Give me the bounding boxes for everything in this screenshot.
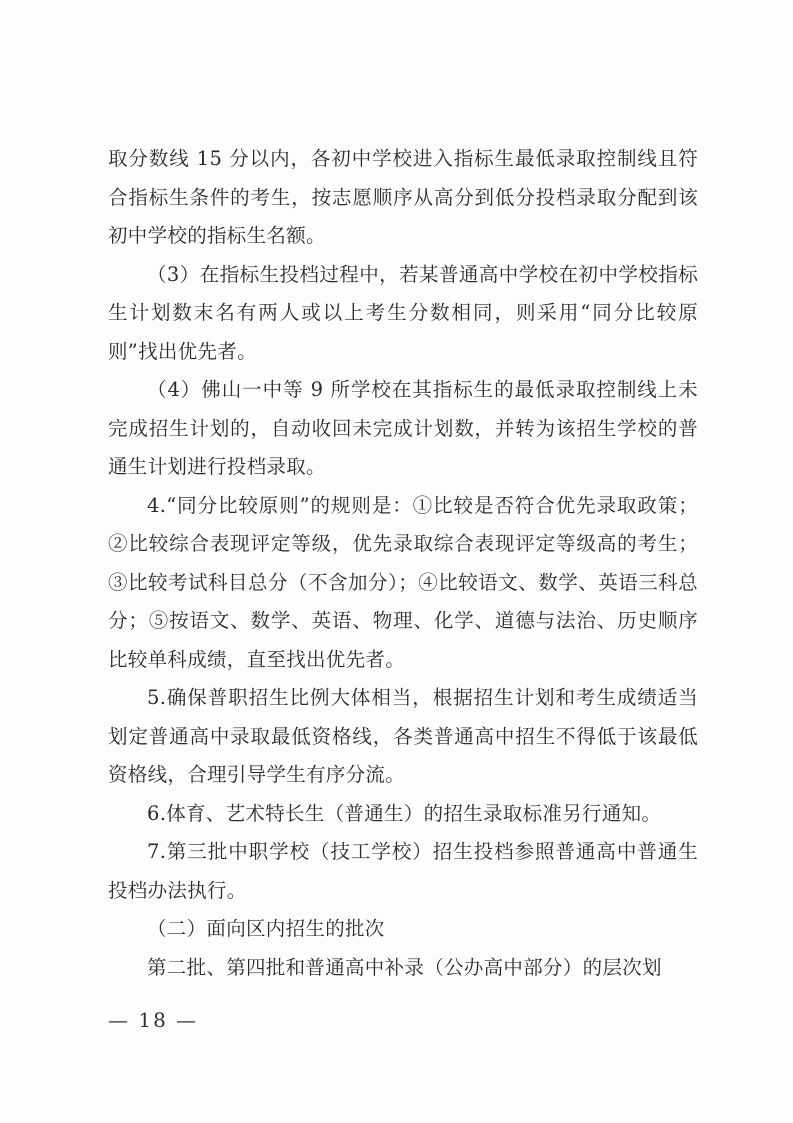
paragraph-batch-levels: 第二批、第四批和普通高中补录（公办高中部分）的层次划	[147, 955, 662, 979]
paragraph-tie-principle: 4.“同分比较原则”的规则是：①比较是否符合优先录取政策；②比较综合表现评定等级，优先录取综合表现评定等级高的考生；③比较考试科目总分（不含加分）；④比较语文、数学、英语三科总分；⑤按语文、数学、英语、物理、化学、道德与法治、历史顺序比较单科成绩，直至找出优先者。	[108, 493, 698, 671]
paragraph-quota-admission: 取分数线 15 分以内，各初中学校进入指标生最低录取控制线且符合指标生条件的考生，按志愿顺序从高分到低分投档录取分配到该初中学校的指标生名额。	[108, 147, 698, 247]
paragraph-special-talent: 6.体育、艺术特长生（普通生）的招生录取标准另行通知。	[147, 801, 662, 825]
paragraph-vocational: 7.第三批中职学校（技工学校）招生投档参照普通高中普通生投档办法执行。	[108, 840, 698, 902]
paragraph-unfilled-quota: （4）佛山一中等 9 所学校在其指标生的最低录取控制线上未完成招生计划的，自动收回未完成计划数，并转为该招生学校的普通生计划进行投档录取。	[108, 378, 698, 478]
paragraph-tie-rule: （3）在指标生投档过程中，若某普通高中学校在初中学校指标生计划数末名有两人或以上考生分数相同，则采用“同分比较原则”找出优先者。	[108, 262, 698, 363]
section-heading-local-batches: （二）面向区内招生的批次	[147, 917, 385, 940]
paragraph-minimum-line: 5.确保普职招生比例大体相当，根据招生计划和考生成绩适当划定普通高中录取最低资格线，各类普通高中招生不得低于该最低资格线，合理引导学生有序分流。	[108, 686, 698, 786]
page-number: — 18 —	[108, 1008, 199, 1032]
document-body	[108, 140, 698, 987]
